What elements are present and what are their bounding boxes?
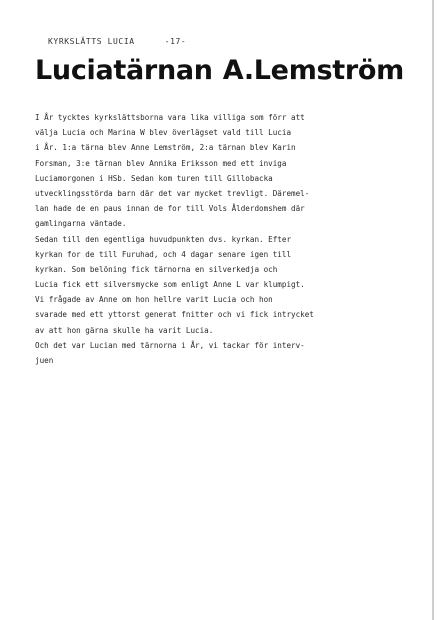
page-header xyxy=(48,37,186,46)
body-line: Luciamorgonen i HSb. Sedan kom turen till Gillobacka xyxy=(35,173,273,183)
body-line: Forsman, 3:e tärnan blev Annika Eriksson med ett inviga xyxy=(35,158,287,168)
title-part-1: Luciatärnan xyxy=(35,55,213,86)
body-line: kyrkan. Som belöning fick tärnorna en silverkedja och xyxy=(35,264,278,274)
title-part-2: A.Lemström xyxy=(222,55,404,86)
body-line: utvecklingsstörda barn där det var mycket trevligt. Däremel- xyxy=(35,188,310,198)
body-line: lan hade de en paus innan de for till Vols Ålderdomshem där xyxy=(35,204,305,214)
article-body xyxy=(35,110,405,368)
body-line: juen xyxy=(35,356,54,365)
body-line: välja Lucia och Marina W blev överlägset vald till Lucia xyxy=(35,128,292,138)
body-line: Och det var Lucian med tärnorna i År, vi tackar för interv- xyxy=(35,340,305,350)
body-line: av att hon gärna skulle ha varit Lucia. xyxy=(35,325,214,335)
body-line: svarade med ett yttorst generat fnitter och vi fick intrycket xyxy=(35,310,314,320)
body-line: I År tycktes kyrkslättsborna vara lika villiga som förr att xyxy=(35,113,305,122)
body-line: kyrkan for de till Furuhad, och 4 dagar senare igen till xyxy=(35,249,292,259)
article-title xyxy=(35,55,404,86)
body-line: Sedan till den egentliga huvudpunkten dvs. kyrkan. Efter xyxy=(35,234,292,244)
header-section-title: KYRKSLÄTTS LUCIA xyxy=(48,37,135,46)
body-line: i År. 1:a tärna blev Anne Lemström, 2:a tärnan blev Karin xyxy=(35,143,296,153)
body-line: Lucia fick ett silversmycke som enligt Anne L var klumpigt. xyxy=(35,280,305,290)
page-number: -17- xyxy=(164,37,187,46)
body-line: gamlingarna väntade. xyxy=(35,219,127,229)
body-line: Vi frågade av Anne om hon hellre varit Lucia och hon xyxy=(35,295,273,305)
